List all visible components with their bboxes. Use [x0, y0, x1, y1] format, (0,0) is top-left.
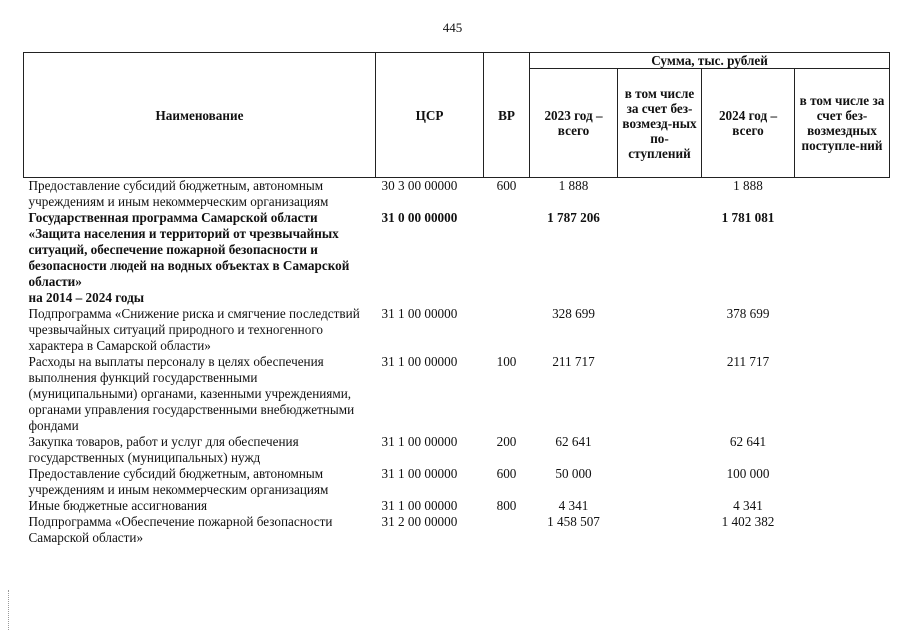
row-2024-free — [795, 210, 890, 306]
table-row — [24, 498, 890, 514]
row-2023-free — [618, 498, 702, 514]
row-csr: 31 1 00 00000 — [381, 498, 458, 513]
row-2024-total: 100 000 — [726, 466, 770, 481]
row-csr: 31 0 00 00000 — [381, 210, 458, 225]
row-2024-total: 378 699 — [726, 306, 770, 321]
row-name: Государственная программа Самарской области «Защита населения и территорий от чрезвычайных ситуаций, обеспечение пожарной безопасности и безопасности людей на водных объектах в Самарской области» на 2014 – 2024 годы — [28, 210, 350, 305]
row-2023-free — [618, 178, 702, 211]
row-csr: 31 1 00 00000 — [381, 354, 458, 369]
row-2023-free — [618, 210, 702, 306]
row-vr — [484, 514, 530, 546]
table-row — [24, 514, 890, 546]
row-2023-free — [618, 466, 702, 498]
row-2023-free — [618, 514, 702, 546]
row-csr: 31 1 00 00000 — [381, 306, 458, 321]
row-csr: 30 3 00 00000 — [381, 178, 458, 193]
header-2024-total: 2024 год – всего — [702, 69, 795, 178]
header-csr: ЦСР — [376, 53, 484, 178]
row-2023-total: 4 341 — [558, 498, 589, 513]
row-2023-free — [618, 306, 702, 354]
row-2023-total: 1 787 206 — [547, 210, 600, 225]
row-2024-total: 1 888 — [733, 178, 763, 193]
row-2024-free — [795, 466, 890, 498]
row-2024-free — [795, 514, 890, 546]
scan-margin-marks — [8, 590, 11, 630]
budget-table — [23, 52, 890, 546]
row-2024-free — [795, 178, 890, 211]
page-number: 445 — [442, 20, 463, 35]
row-vr: 800 — [496, 498, 517, 513]
row-2023-total: 328 699 — [552, 306, 595, 321]
row-vr — [484, 210, 530, 306]
table-row — [24, 178, 890, 211]
row-name: Расходы на выплаты персоналу в целях обеспечения выполнения функций государственными (муниципальными) органами, казенными учреждениями, органами управления государственными внебюджетными фондами — [28, 354, 355, 433]
table-row — [24, 354, 890, 434]
row-2023-total: 1 458 507 — [547, 514, 600, 529]
row-vr: 600 — [496, 466, 517, 481]
header-2023-free: в том числе за счет без-возмезд-ных по-ступлений — [618, 69, 702, 178]
row-vr: 200 — [496, 434, 517, 449]
row-2024-total: 1 402 382 — [721, 514, 775, 529]
row-2024-total: 1 781 081 — [721, 210, 775, 225]
row-2024-total: 211 717 — [726, 354, 770, 369]
table-row — [24, 210, 890, 306]
row-name: Подпрограмма «Снижение риска и смягчение последствий чрезвычайных ситуаций природного и техногенного характера в Самарской области» — [28, 306, 360, 353]
row-2023-total: 62 641 — [555, 434, 592, 449]
row-vr: 100 — [496, 354, 517, 369]
header-sum-group: Сумма, тыс. рублей — [530, 53, 890, 69]
header-vr: ВР — [484, 53, 530, 178]
row-vr — [484, 306, 530, 354]
row-2023-total: 211 717 — [552, 354, 595, 369]
row-vr: 600 — [496, 178, 517, 193]
row-csr: 31 1 00 00000 — [381, 434, 458, 449]
row-name: Иные бюджетные ассигнования — [28, 498, 208, 513]
table-row — [24, 306, 890, 354]
row-2024-free — [795, 434, 890, 466]
row-2024-total: 4 341 — [733, 498, 763, 513]
row-csr: 31 2 00 00000 — [381, 514, 458, 529]
header-row-top — [24, 53, 890, 69]
row-name: Подпрограмма «Обеспечение пожарной безопасности Самарской области» — [28, 514, 333, 545]
row-2024-free — [795, 306, 890, 354]
row-name: Закупка товаров, работ и услуг для обеспечения государственных (муниципальных) нужд — [28, 434, 299, 465]
table-body — [24, 178, 890, 547]
row-2023-total: 1 888 — [558, 178, 589, 193]
table-row — [24, 466, 890, 498]
row-2023-total: 50 000 — [555, 466, 592, 481]
row-2023-free — [618, 434, 702, 466]
row-2024-free — [795, 498, 890, 514]
row-name: Предоставление субсидий бюджетным, автономным учреждениям и иным некоммерческим организациям — [28, 178, 329, 209]
row-name: Предоставление субсидий бюджетным, автономным учреждениям и иным некоммерческим организациям — [28, 466, 329, 497]
row-2023-free — [618, 354, 702, 434]
row-2024-free — [795, 354, 890, 434]
header-2024-free: в том числе за счет без-возмездных поступле-ний — [795, 69, 890, 178]
table-row — [24, 434, 890, 466]
row-csr: 31 1 00 00000 — [381, 466, 458, 481]
header-2023-total: 2023 год – всего — [530, 69, 618, 178]
row-2024-total: 62 641 — [729, 434, 767, 449]
header-name: Наименование — [24, 53, 376, 178]
